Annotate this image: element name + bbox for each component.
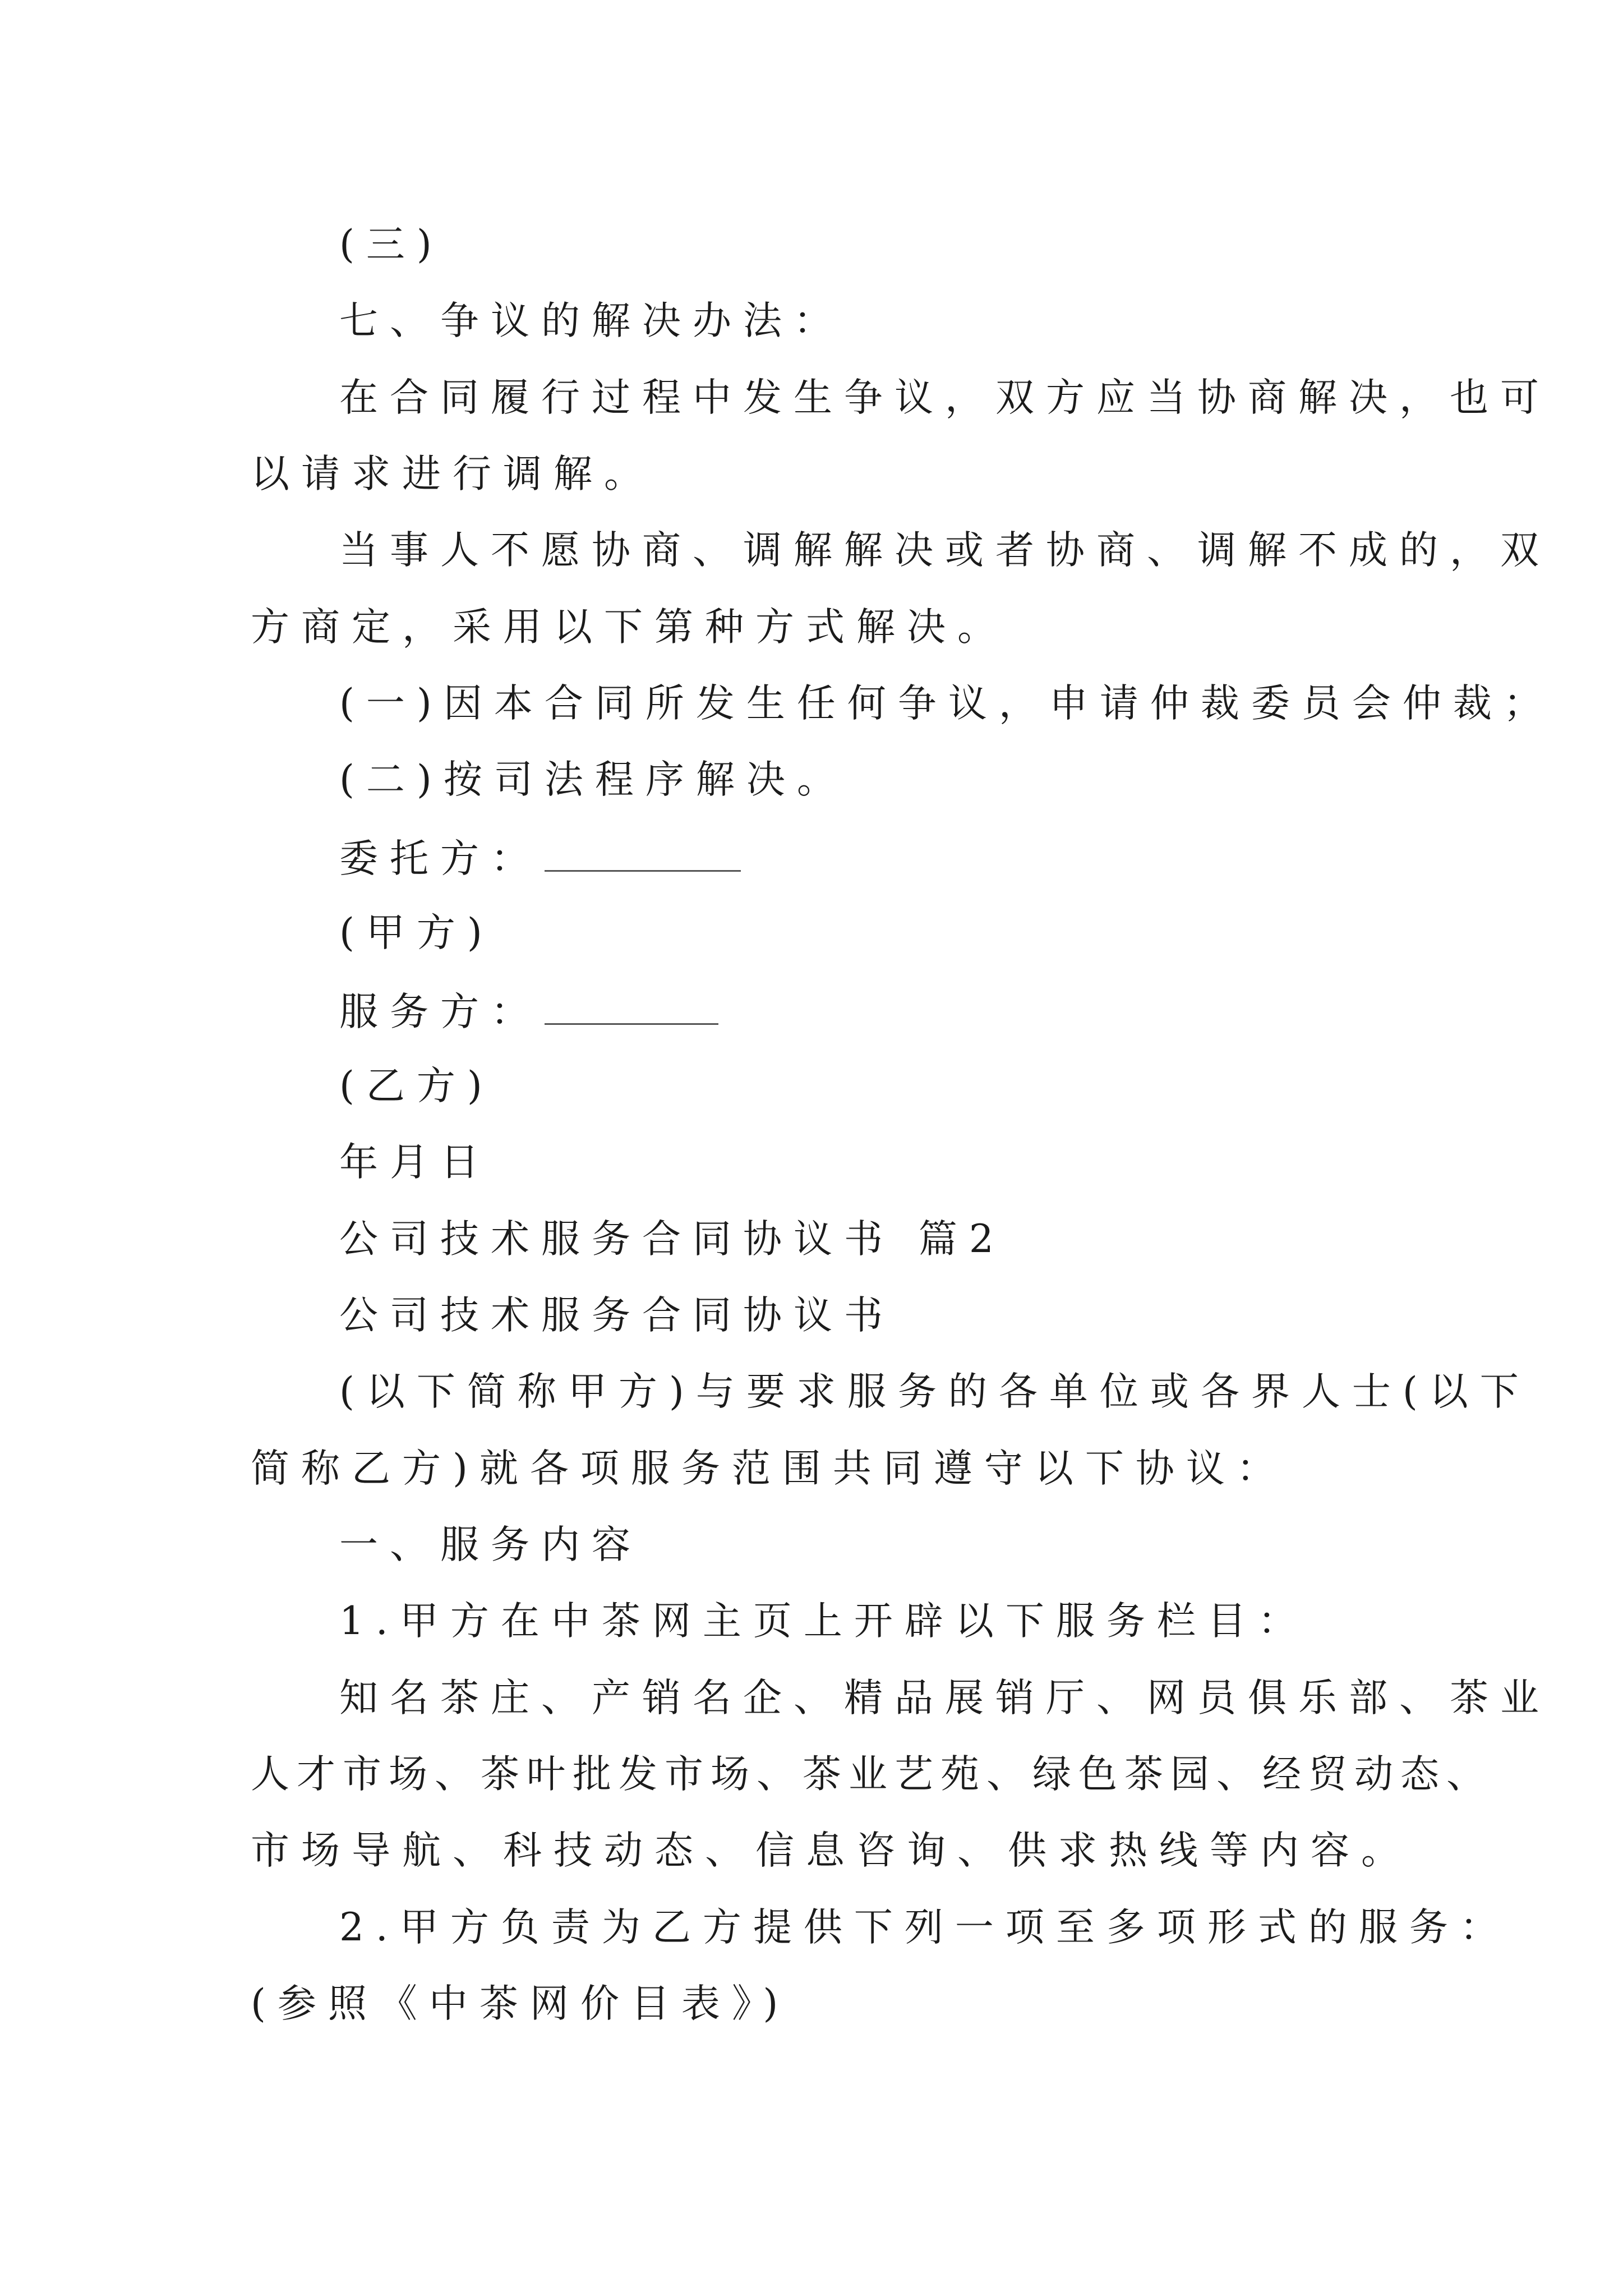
heading-dispute-resolution: 七、争议的解决办法： bbox=[339, 298, 844, 343]
article-title: 公司技术服务合同协议书 篇2 bbox=[339, 1217, 1006, 1262]
paragraph-line: 以请求进行调解。 bbox=[251, 452, 654, 496]
paragraph-line: (以下简称甲方)与要求服务的各单位或各界人士(以下 bbox=[339, 1369, 1530, 1414]
paragraph-line: 市场导航、科技动态、信息咨询、供求热线等内容。 bbox=[251, 1828, 1412, 1873]
paragraph-line: (参照《中茶网价目表》) bbox=[251, 1981, 790, 2026]
signature-line-client bbox=[339, 836, 741, 881]
list-item: 1.甲方在中茶网主页上开辟以下服务栏目： bbox=[339, 1599, 1308, 1644]
paragraph-line: 简称乙方)就各项服务范围共同遵守以下协议： bbox=[251, 1446, 1287, 1491]
list-item: 2.甲方负责为乙方提供下列一项至多项形式的服务： bbox=[339, 1905, 1510, 1950]
paragraph-line: 知名茶庄、产销名企、精品展销厅、网员俱乐部、茶业 bbox=[339, 1676, 1551, 1720]
provider-label: 服务方： bbox=[339, 990, 541, 1034]
heading-service-content: 一、服务内容 bbox=[339, 1522, 642, 1567]
date-line: 年月日 bbox=[339, 1140, 491, 1185]
paragraph-line: 在合同履行过程中发生争议，双方应当协商解决，也可 bbox=[339, 375, 1551, 420]
document-title: 公司技术服务合同协议书 bbox=[339, 1293, 895, 1338]
signature-line-provider bbox=[339, 991, 718, 1032]
client-label: 委托方： bbox=[339, 836, 541, 881]
client-blank bbox=[545, 838, 741, 872]
list-item: (二)按司法程序解决。 bbox=[339, 757, 847, 802]
paragraph-line: 方商定，采用以下第种方式解决。 bbox=[251, 605, 1008, 650]
provider-blank bbox=[545, 991, 718, 1025]
paragraph-line: 人才市场、茶叶批发市场、茶业艺苑、绿色茶园、经贸动态、 bbox=[251, 1752, 1492, 1797]
list-item: (一)因本合同所发生任何争议，申请仲裁委员会仲裁； bbox=[339, 681, 1554, 726]
party-a-label: (甲方) bbox=[339, 910, 494, 955]
paragraph-line: 当事人不愿协商、调解解决或者协商、调解不成的，双 bbox=[339, 528, 1551, 573]
party-b-label: (乙方) bbox=[339, 1064, 494, 1108]
section-number-three: (三) bbox=[339, 222, 444, 267]
